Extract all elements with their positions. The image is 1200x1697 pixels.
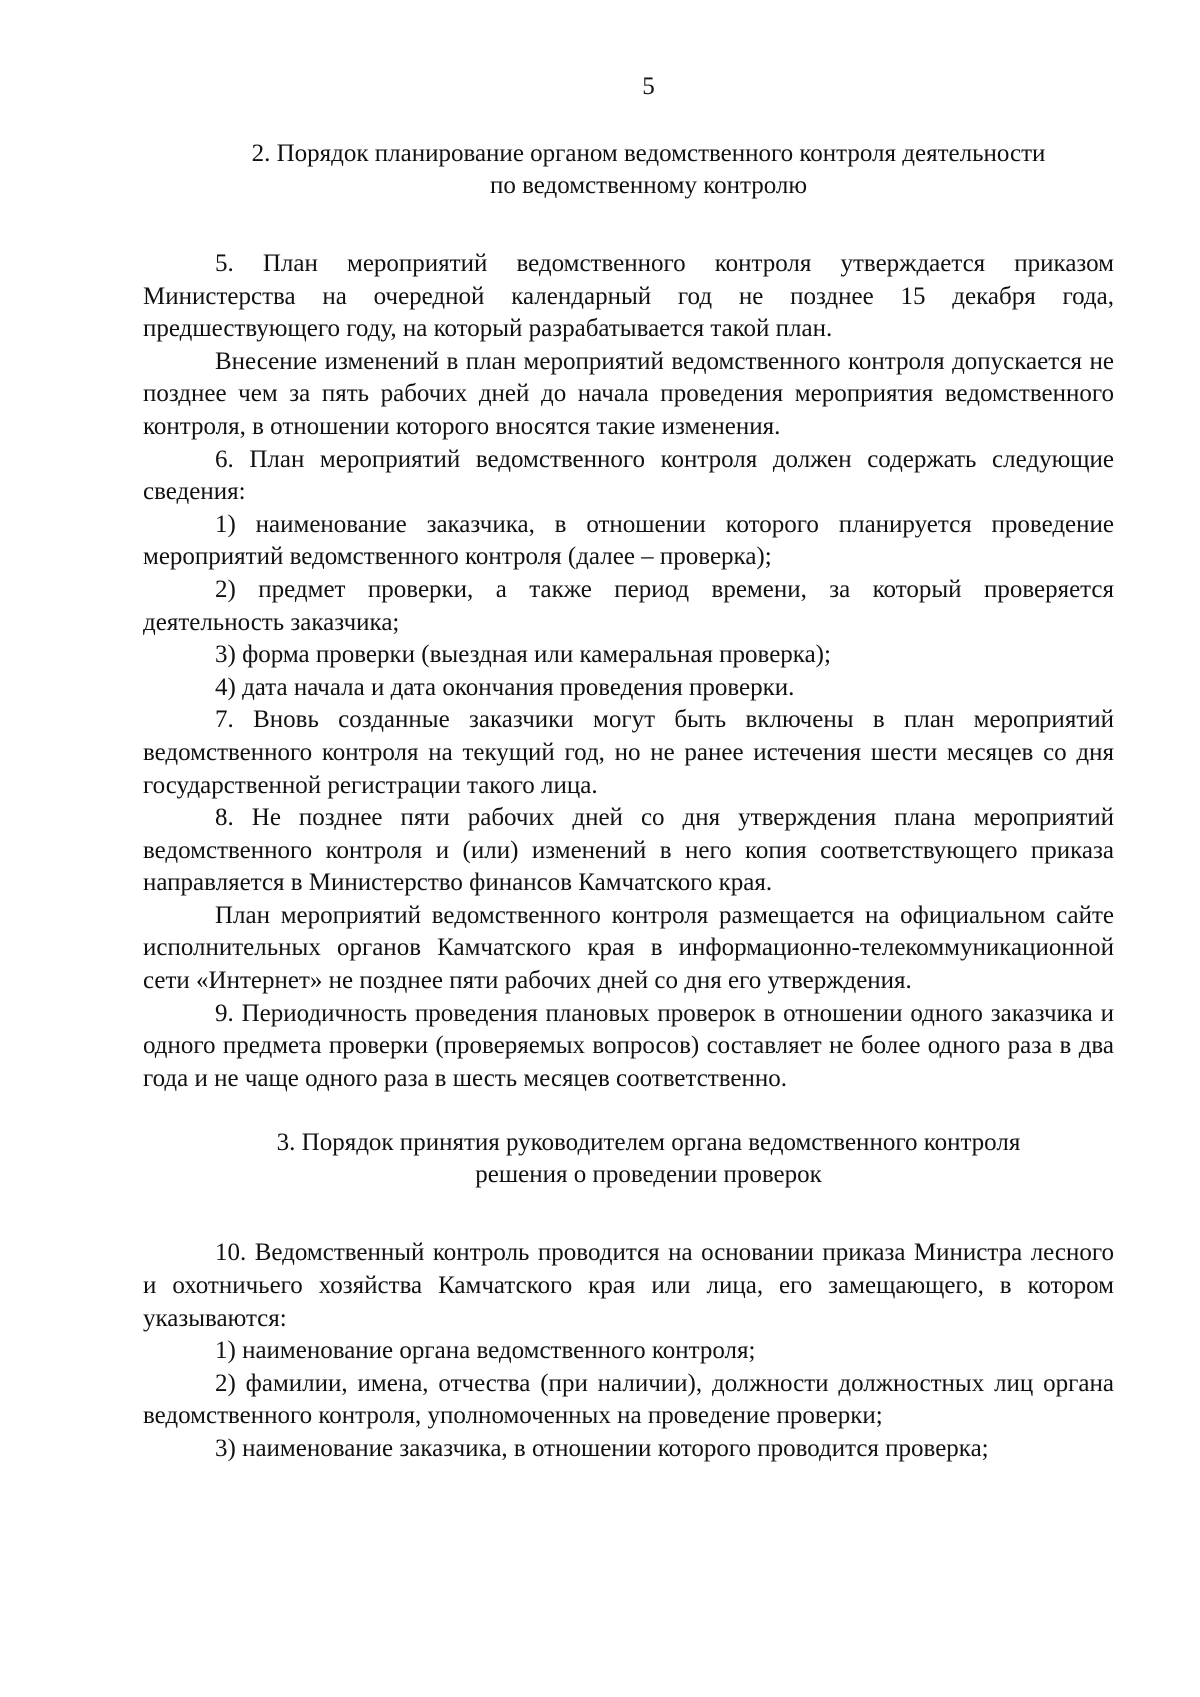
paragraph-6-item-1: 1) наименование заказчика, в отношении которого планируется проведение мероприятий ведомственного контроля (далее – проверка); xyxy=(143,510,1114,571)
paragraph-6-item-2: 2) предмет проверки, а также период времени, за который проверяется деятельность заказчика; xyxy=(143,575,1114,636)
paragraph-8-publication: План мероприятий ведомственного контроля размещается на официальном сайте исполнительных органов Камчатского края в информационно-телекоммуникационной сети «Интернет» не позднее пяти рабочих дней со дня его утверждения. xyxy=(143,901,1114,995)
paragraph-6: 6. План мероприятий ведомственного контроля должен содержать следующие сведения: xyxy=(143,445,1114,506)
section-2-title-line-1: 2. Порядок планирование органом ведомственного контроля деятельности xyxy=(251,140,1046,167)
paragraph-7: 7. Вновь созданные заказчики могут быть включены в план мероприятий ведомственного контроля на текущий год, но не ранее истечения шести месяцев со дня государственной регистрации такого лица. xyxy=(143,706,1114,799)
paragraph-10-item-3: 3) наименование заказчика, в отношении которого проводится проверка; xyxy=(215,1435,989,1462)
section-3-title-line-2: решения о проведении проверок xyxy=(475,1161,822,1189)
paragraph-10-item-2: 2) фамилии, имена, отчества (при наличии), должности должностных лиц органа ведомственного контроля, уполномоченных на проведение проверки; xyxy=(143,1369,1114,1430)
paragraph-8: 8. Не позднее пяти рабочих дней со дня утверждения плана мероприятий ведомственного контроля и (или) изменений в него копия соответствующего приказа направляется в Министерство финансов Камчатского края. xyxy=(143,804,1114,897)
paragraph-10: 10. Ведомственный контроль проводится на основании приказа Министра лесного и охотничьего хозяйства Камчатского края или лица, его замещающего, в котором указываются: xyxy=(143,1239,1114,1332)
spacer xyxy=(143,202,1114,248)
section-3-title-line-1: 3. Порядок принятия руководителем органа ведомственного контроля xyxy=(276,1129,1021,1157)
paragraph-6-item-4: 4) дата начала и дата окончания проведения проверки. xyxy=(215,673,795,701)
page-number: 5 xyxy=(642,73,655,100)
spacer xyxy=(143,1095,1114,1127)
spacer xyxy=(143,1191,1114,1237)
paragraph-6-item-3: 3) форма проверки (выездная или камеральная проверка); xyxy=(215,641,831,669)
paragraph-5: 5. План мероприятий ведомственного контроля утверждается приказом Министерства на очередной календарный год не позднее 15 декабря года, предшествующего году, на который разрабатывается такой план. xyxy=(143,250,1114,343)
paragraph-9: 9. Периодичность проведения плановых проверок в отношении одного заказчика и одного предмета проверки (проверяемых вопросов) составляет не более одного раза в два года и не чаще одного раза в шесть месяцев соответственно. xyxy=(143,999,1114,1092)
paragraph-5-amendments: Внесение изменений в план мероприятий ведомственного контроля допускается не позднее чем за пять рабочих дней до начала проведения мероприятия ведомственного контроля, в отношении которого вносятся такие изменения. xyxy=(143,347,1114,440)
section-2-title-line-2: по ведомственному контролю xyxy=(489,172,808,199)
paragraph-10-item-1: 1) наименование органа ведомственного контроля; xyxy=(215,1337,756,1365)
